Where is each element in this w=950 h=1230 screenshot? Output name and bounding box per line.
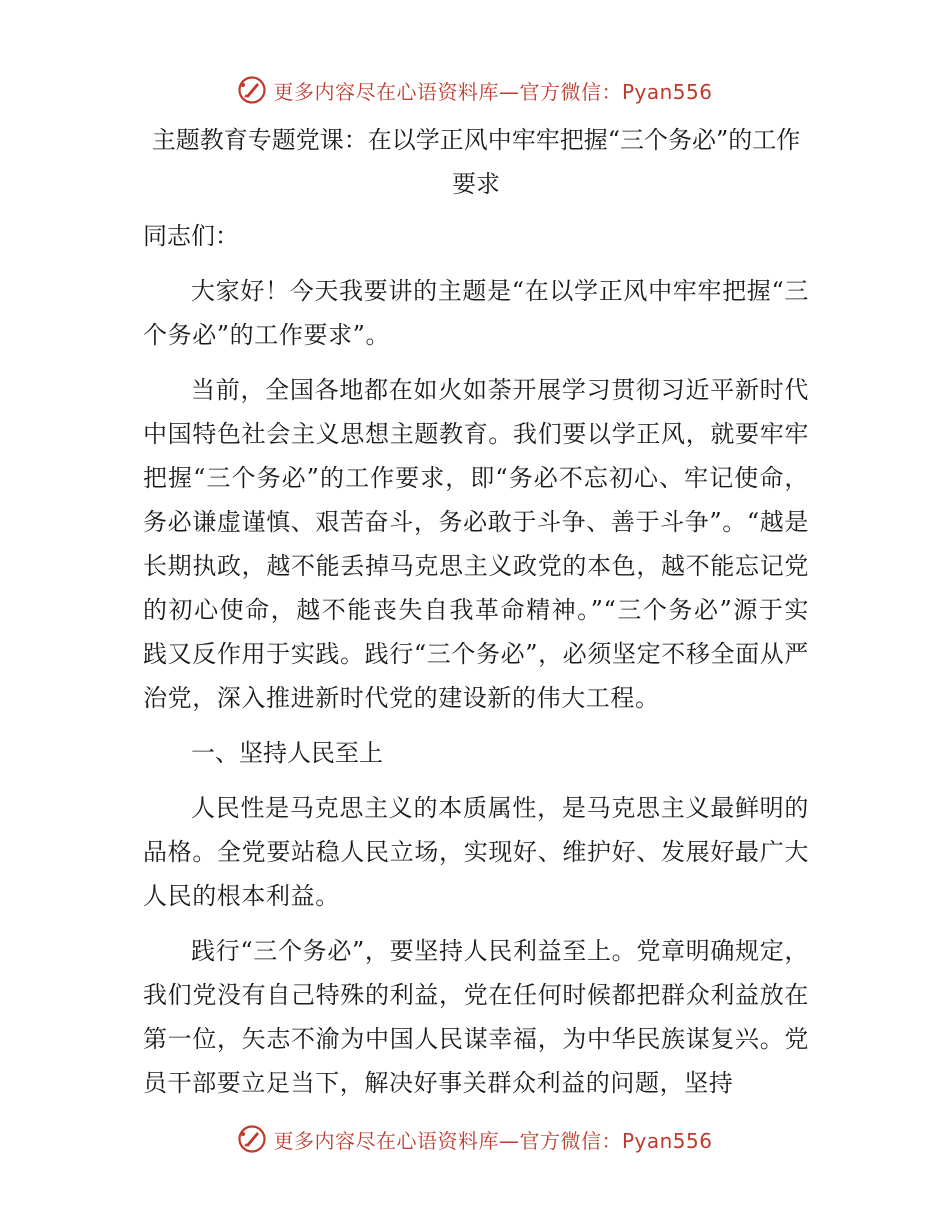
document-title: 主题教育专题党课：在以学正风中牢牢把握“三个务必”的工作要求: [151, 126, 801, 198]
quill-seal-icon: [237, 1124, 267, 1154]
banner-text: 更多内容尽在心语资料库—官方微信：Pyan556: [273, 1128, 713, 1153]
salutation: 同志们：: [143, 222, 239, 250]
quill-seal-icon: [237, 75, 267, 105]
paragraph-intro: 大家好！今天我要讲的主题是“在以学正风中牢牢把握“三个务必”的工作要求”。: [143, 277, 809, 349]
header-banner: [0, 70, 950, 110]
document-body: [143, 118, 809, 1105]
paragraph-people-nature: 人民性是马克思主义的本质属性，是马克思主义最鲜明的品格。全党要站稳人民立场，实现好、维护好、发展好最广大人民的根本利益。: [143, 794, 809, 910]
paragraph-context: 当前，全国各地都在如火如荼开展学习贯彻习近平新时代中国特色社会主义思想主题教育。我们要以学正风，就要牢牢把握“三个务必”的工作要求，即“务必不忘初心、牢记使命，务必谦虚谨慎、艰苦奋斗，务必敢于斗争、善于斗争”。“越是长期执政，越不能丢掉马克思主义政党的本色，越不能忘记党的初心使命，越不能丧失自我革命精神。”“三个务必”源于实践又反作用于实践。践行“三个务必”，必须坚定不移全面从严治党，深入推进新时代党的建设新的伟大工程。: [143, 376, 809, 712]
section-heading-1: 一、坚持人民至上: [191, 739, 383, 767]
paragraph-people-interest: 践行“三个务必”，要坚持人民利益至上。党章明确规定，我们党没有自己特殊的利益，党在任何时候都把群众利益放在第一位，矢志不渝为中国人民谋幸福，为中华民族谋复兴。党员干部要立足当下，解决好事关群众利益的问题，坚持: [143, 937, 809, 1097]
banner-text: 更多内容尽在心语资料库—官方微信：Pyan556: [273, 79, 713, 104]
footer-banner: [0, 1119, 950, 1159]
